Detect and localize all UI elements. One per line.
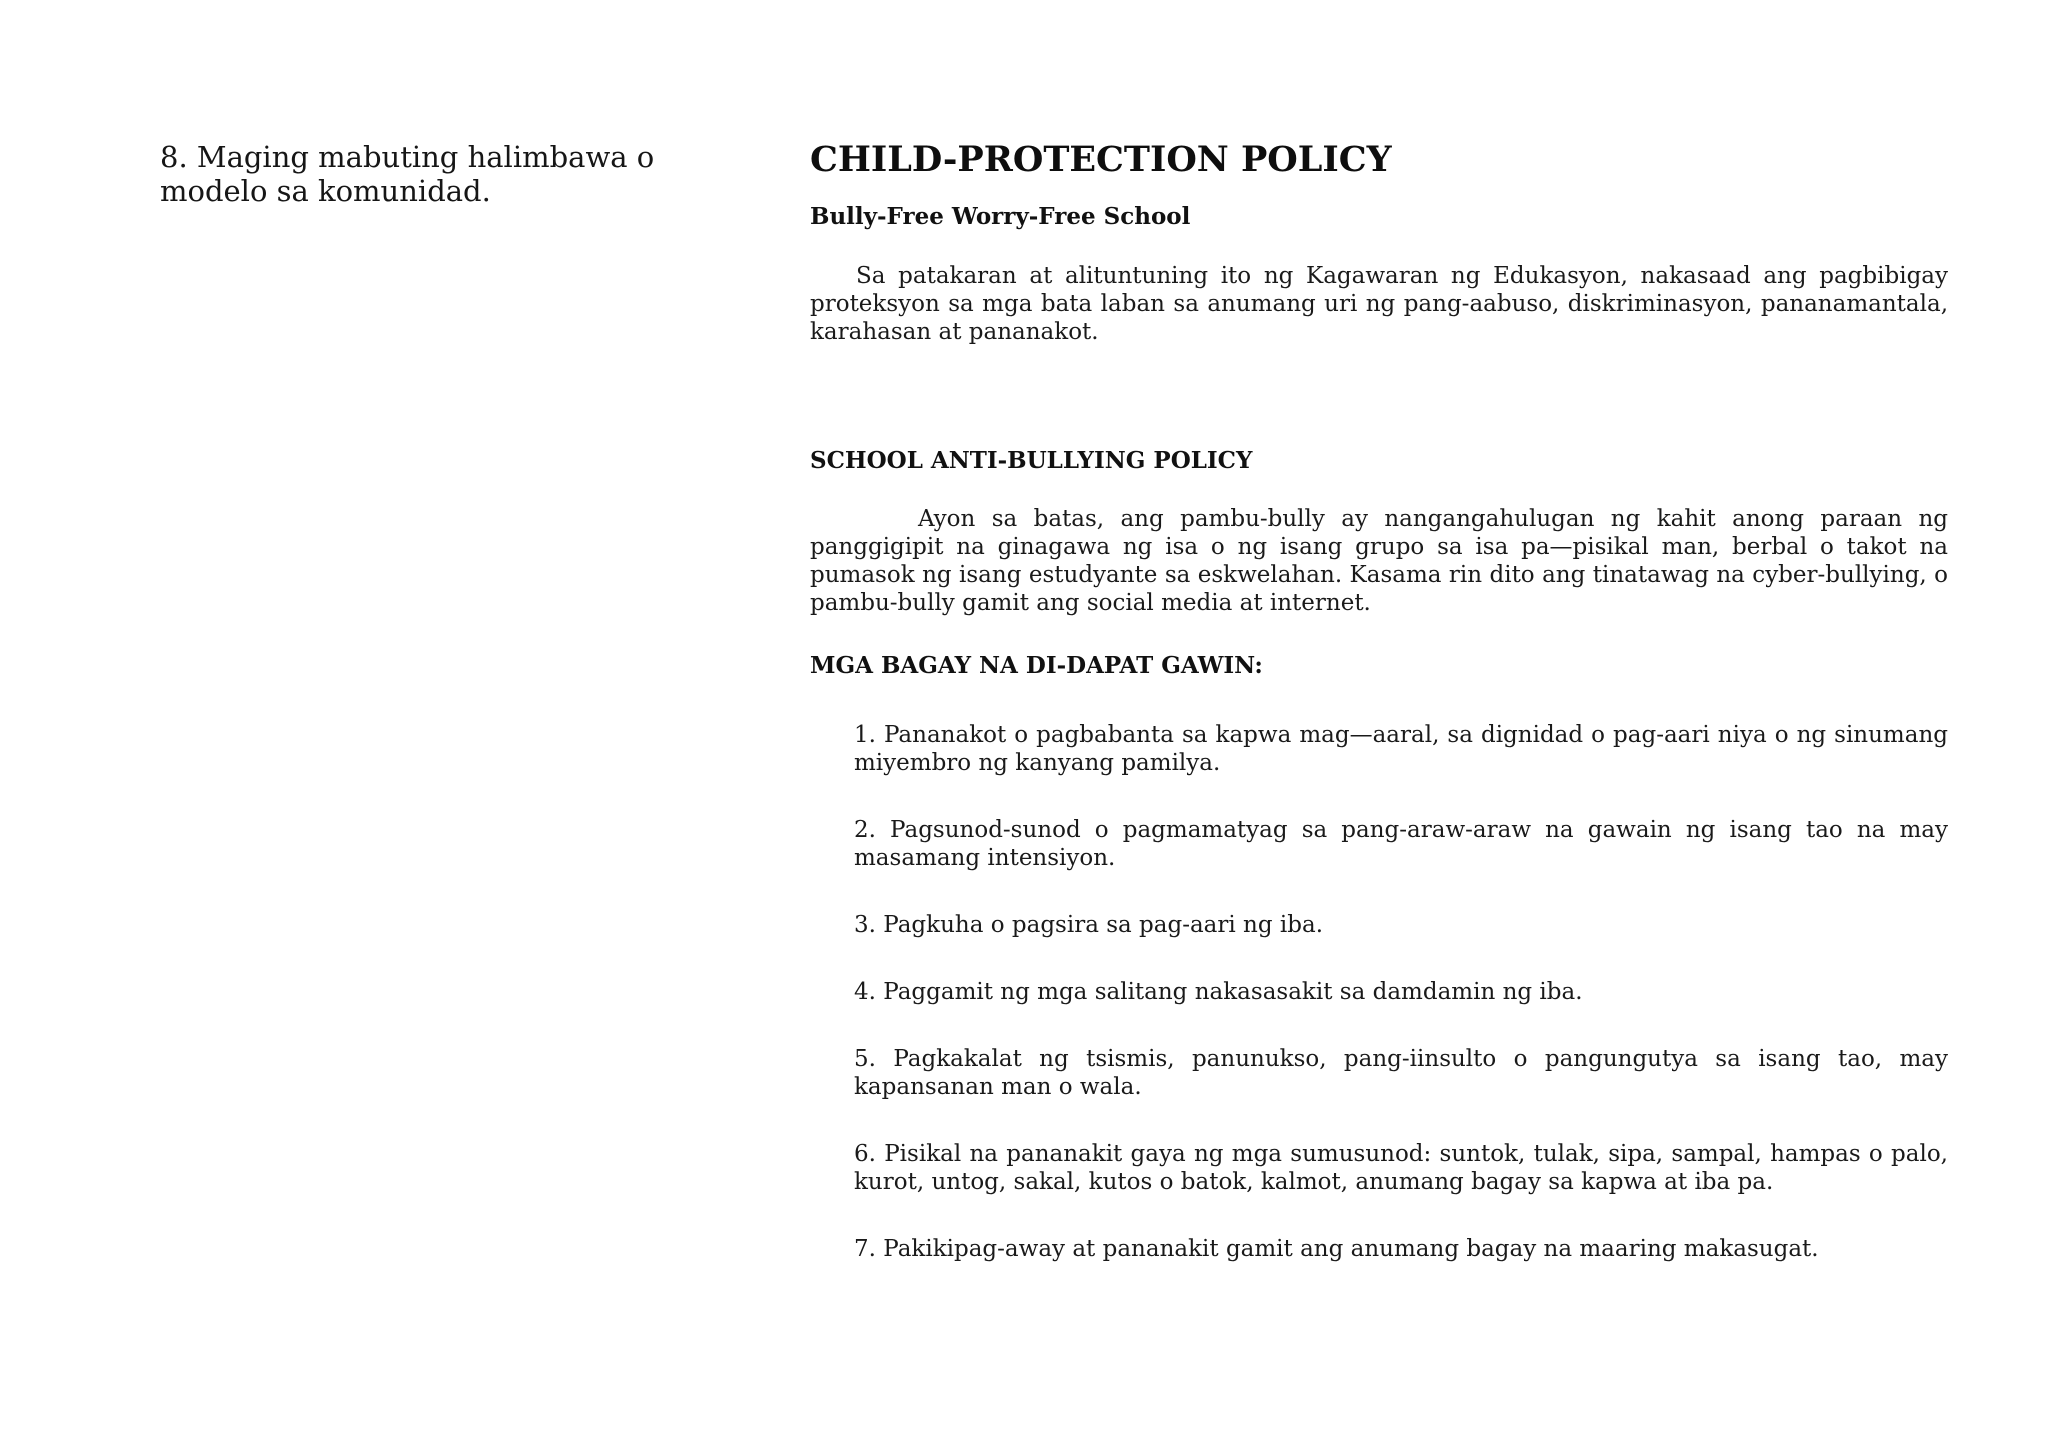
list-item: 3. Pagkuha o pagsira sa pag-aari ng iba.	[854, 912, 1324, 938]
list-item: 4. Paggamit ng mga salitang nakasasakit sa damdamin ng iba.	[854, 979, 1583, 1005]
page-subtitle: Bully-Free Worry-Free School	[810, 203, 1191, 230]
list-item: 7. Pakikipag-away at pananakit gamit ang anumang bagay na maaring makasugat.	[854, 1236, 1819, 1262]
right-column	[810, 138, 1948, 1302]
list-item: 1. Pananakot o pagbabanta sa kapwa mag—aaral, sa dignidad o pag-aari niya o ng sinumang miyembro ng kanyang pamilya.	[854, 722, 1948, 776]
values-list-item-8: 8. Maging mabuting halimbawa o modelo sa komunidad.	[160, 140, 655, 208]
left-column	[160, 140, 760, 208]
anti-bullying-heading: SCHOOL ANTI-BULLYING POLICY	[810, 447, 1253, 474]
list-item: 5. Pagkakalat ng tsismis, panunukso, pang-iinsulto o pangungutya sa isang tao, may kapansanan man o wala.	[854, 1046, 1948, 1100]
list-item: 6. Pisikal na pananakit gaya ng mga sumusunod: suntok, tulak, sipa, sampal, hampas o palo, kurot, untog, sakal, kutos o batok, kalmot, anumang bagay sa kapwa at iba pa.	[854, 1141, 1948, 1195]
donts-heading: MGA BAGAY NA DI-DAPAT GAWIN:	[810, 652, 1263, 679]
anti-bullying-paragraph: Ayon sa batas, ang pambu-bully ay nangangahulugan ng kahit anong paraan ng panggigipit na ginagawa ng isa o ng isang grupo sa isa pa—pisikal man, berbal o takot na pumasok ng isang estudyante sa eskwelahan. Kasama rin dito ang tinatawag na cyber-bullying, o pambu-bully gamit ang social media at internet.	[810, 506, 1948, 616]
child-protection-paragraph: Sa patakaran at alituntuning ito ng Kagawaran ng Edukasyon, nakasaad ang pagbibigay proteksyon sa mga bata laban sa anumang uri ng pang-aabuso, diskriminasyon, pananamantala, karahasan at pananakot.	[810, 263, 1948, 345]
page-title: CHILD-PROTECTION POLICY	[810, 139, 1392, 180]
list-item: 2. Pagsunod-sunod o pagmamatyag sa pang-araw-araw na gawain ng isang tao na may masamang intensiyon.	[854, 817, 1948, 871]
donts-list	[810, 721, 1948, 1263]
